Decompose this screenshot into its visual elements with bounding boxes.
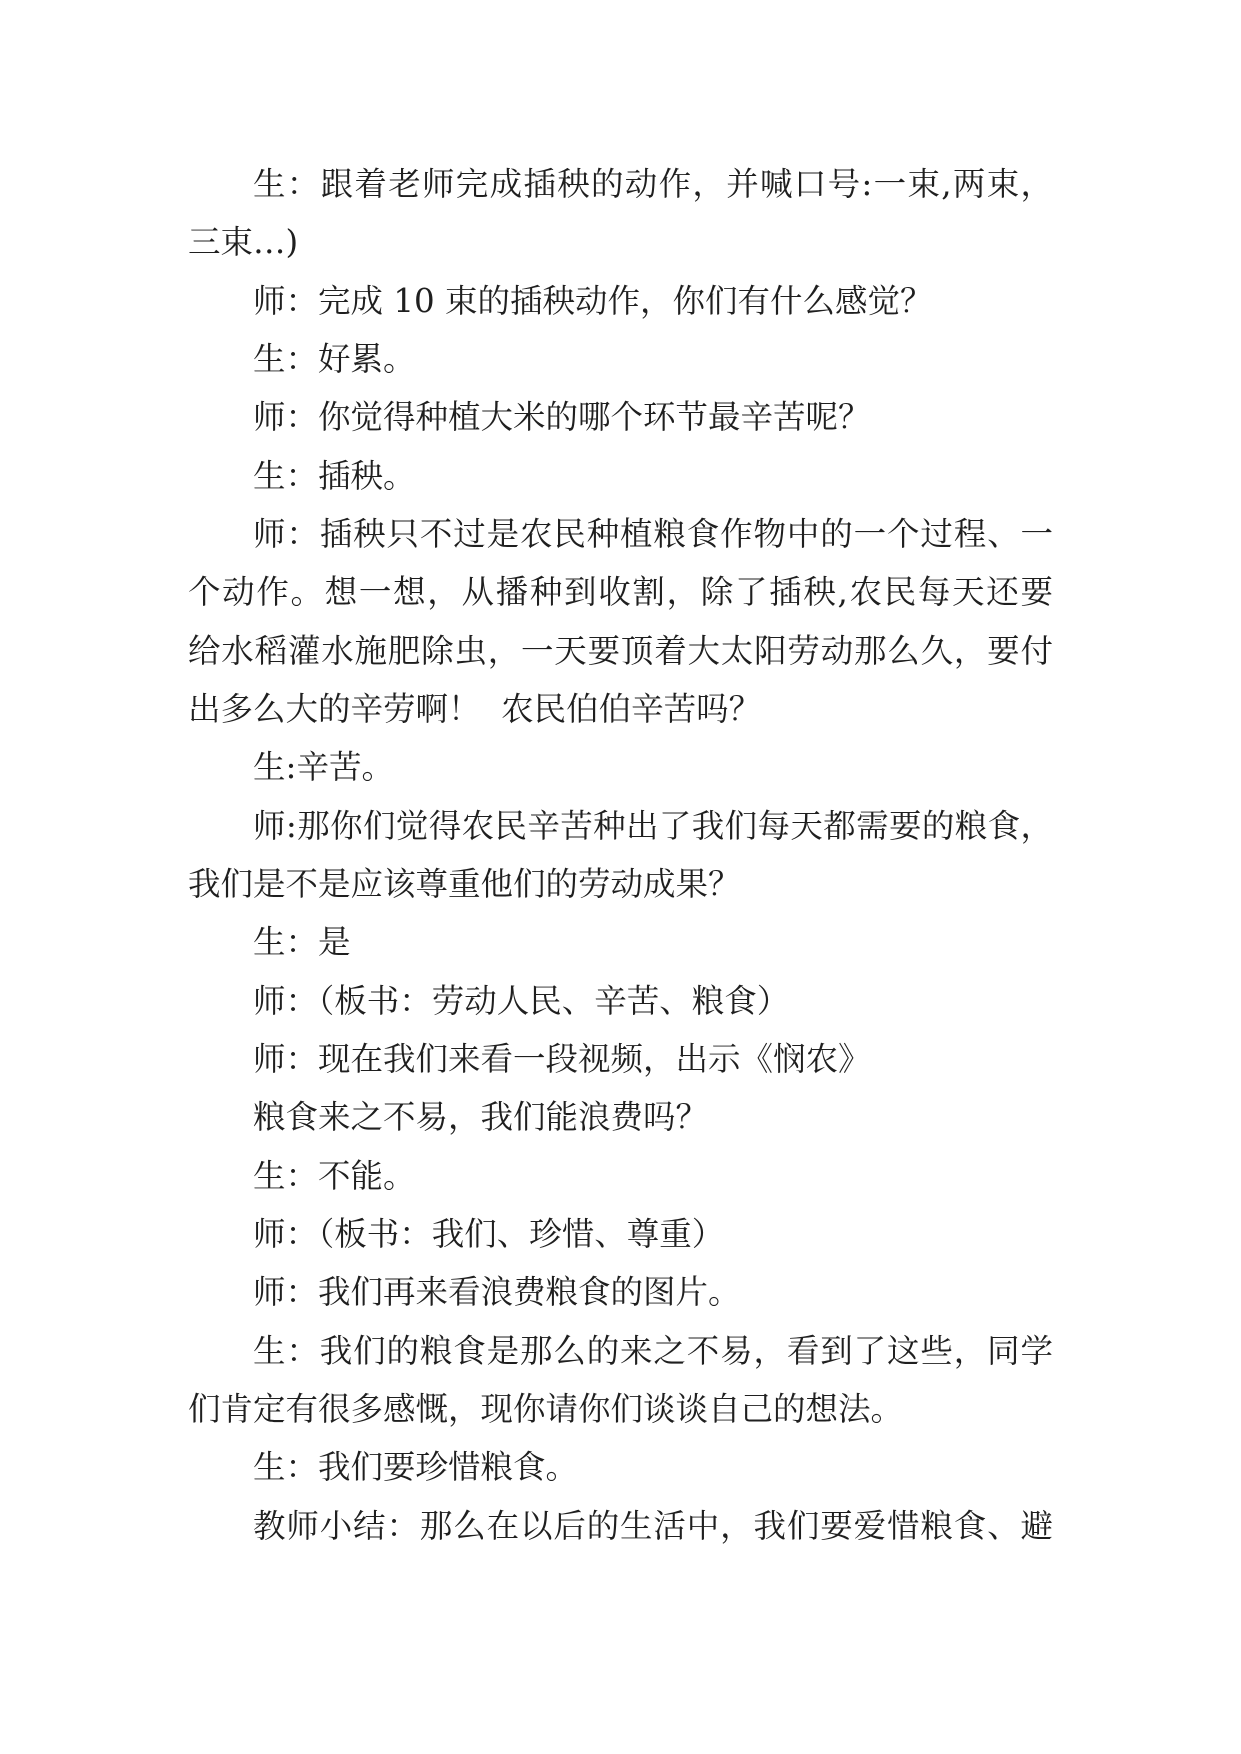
teacher-summary bbox=[188, 1497, 1053, 1555]
unlabeled-paragraph bbox=[188, 1088, 1053, 1146]
teacher-board-note bbox=[188, 1205, 1053, 1263]
student-utterance bbox=[188, 330, 1053, 388]
teacher-board-note bbox=[188, 972, 1053, 1030]
text-line: 们肯定有很多感慨，现你请你们谈谈自己的想法。 bbox=[188, 1389, 904, 1428]
text-line: 给水稻灌水施肥除虫，一天要顶着大太阳劳动那么久，要付 bbox=[188, 631, 1053, 670]
text-line: 生：是 bbox=[253, 923, 351, 962]
text-line: 生：不能。 bbox=[253, 1156, 416, 1195]
text-line: 生:辛苦。 bbox=[253, 748, 394, 787]
student-utterance bbox=[188, 1147, 1053, 1205]
text-line: 师:那你们觉得农民辛苦种出了我们每天都需要的粮食， bbox=[253, 806, 1053, 845]
teacher-utterance bbox=[188, 1030, 1053, 1088]
text-line: 生：插秧。 bbox=[253, 456, 416, 495]
text-line: 师：现在我们来看一段视频，出示《悯农》 bbox=[253, 1039, 871, 1078]
text-line: 师：完成 10 束的插秧动作，你们有什么感觉？ bbox=[253, 281, 933, 320]
student-utterance bbox=[188, 447, 1053, 505]
text-line: 师：我们再来看浪费粮食的图片。 bbox=[253, 1273, 741, 1312]
teacher-utterance bbox=[188, 797, 1053, 914]
text-line: 师：你觉得种植大米的哪个环节最辛苦呢？ bbox=[253, 398, 871, 437]
text-line: 生：好累。 bbox=[253, 339, 416, 378]
teacher-utterance bbox=[188, 272, 1053, 330]
teacher-utterance bbox=[188, 1263, 1053, 1321]
student-utterance bbox=[188, 1438, 1053, 1496]
text-line: 师：（板书：我们、珍惜、尊重） bbox=[253, 1214, 725, 1253]
text-line: 粮食来之不易，我们能浪费吗？ bbox=[253, 1098, 709, 1137]
text-line: 生：我们的粮食是那么的来之不易，看到了这些，同学 bbox=[253, 1331, 1053, 1370]
student-utterance bbox=[188, 913, 1053, 971]
teacher-utterance bbox=[188, 505, 1053, 738]
text-line: 师：（板书：劳动人民、辛苦、粮食） bbox=[253, 981, 790, 1020]
text-line: 个动作。想一想，从播种到收割，除了插秧,农民每天还要 bbox=[188, 573, 1053, 612]
text-line: 三束…) bbox=[188, 223, 299, 262]
teacher-utterance bbox=[188, 388, 1053, 446]
text-line: 教师小结：那么在以后的生活中，我们要爱惜粮食、避 bbox=[253, 1506, 1053, 1545]
text-line: 我们是不是应该尊重他们的劳动成果？ bbox=[188, 864, 741, 903]
text-line: 师：插秧只不过是农民种植粮食作物中的一个过程、一 bbox=[253, 514, 1053, 553]
body-text bbox=[188, 155, 1053, 1555]
text-line: 出多么大的辛劳啊！ 农民伯伯辛苦吗？ bbox=[188, 689, 762, 728]
student-utterance bbox=[188, 1322, 1053, 1439]
student-utterance bbox=[188, 155, 1053, 272]
text-line: 生：我们要珍惜粮食。 bbox=[253, 1448, 579, 1487]
student-utterance bbox=[188, 738, 1053, 796]
text-line: 生：跟着老师完成插秧的动作，并喊口号:一束,两束， bbox=[253, 165, 1053, 203]
